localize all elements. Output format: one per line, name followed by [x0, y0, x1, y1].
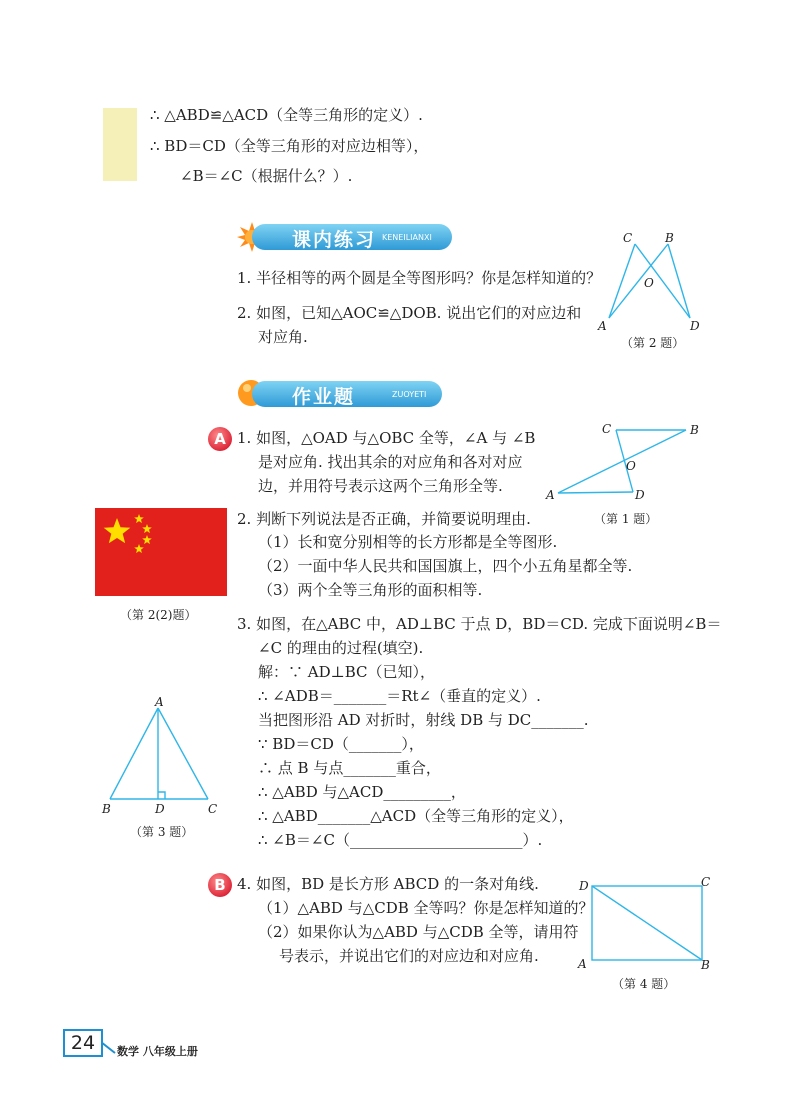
segment-bd: [668, 244, 690, 318]
page-number: 24: [63, 1029, 103, 1057]
corner-arrow-icon: [101, 1040, 117, 1054]
hw2-line2: （1）长和宽分别相等的长方形都是全等图形.: [258, 533, 558, 551]
label-a: A: [546, 488, 555, 502]
flag-field: [95, 508, 227, 596]
hw3-line7: ∴ 点 B 与点_______重合，: [258, 759, 441, 777]
hw1-line2: 是对应角. 找出其余的对应角和各对对应: [258, 453, 523, 471]
figure-hw-3: [98, 696, 228, 818]
hw3-line1: 3. 如图，在△ABC 中，AD⊥BC 于点 D，BD＝CD. 完成下面说明∠B＝: [237, 615, 722, 633]
figure-hw-1: [540, 418, 710, 508]
level-b-badge: B: [208, 873, 232, 897]
label-b: B: [701, 958, 710, 972]
book-title: 数学 八年级上册: [117, 1045, 198, 1058]
figure-hw-4: [570, 868, 720, 973]
label-c: C: [701, 875, 711, 889]
segment-ad: [558, 492, 633, 493]
label-c: C: [602, 422, 612, 436]
label-a: A: [155, 696, 164, 709]
caption-hw-1: （第 1 题）: [594, 512, 658, 526]
caption-hw-4: （第 4 题）: [612, 977, 676, 991]
practice-q1: 1. 半径相等的两个圆是全等图形吗？你是怎样知道的？: [237, 269, 602, 287]
segment-ba: [609, 244, 668, 318]
label-d: D: [579, 879, 589, 893]
segment-ba: [558, 430, 686, 493]
caption-practice-2: （第 2 题）: [621, 336, 685, 350]
hw4-line4: 号表示，并说出它们的对应边和对应角.: [279, 947, 539, 965]
practice-q2-line2: 对应角.: [258, 328, 308, 346]
label-a: A: [598, 319, 607, 333]
hw2-line4: （3）两个全等三角形的面积相等.: [258, 581, 483, 599]
label-d: D: [635, 488, 645, 502]
practice-q2-line1: 2. 如图，已知△AOC≌△DOB. 说出它们的对应边和: [237, 304, 582, 322]
practice-title: 课内练习: [292, 229, 377, 251]
hw3-line10: ∴ ∠B＝∠C（_______________________）.: [258, 831, 543, 849]
segment-ab: [110, 708, 158, 799]
hw2-line3: （2）一面中华人民共和国国旗上，四个小五角星都全等.: [258, 557, 633, 575]
hw4-line2: （1）△ABD 与△CDB 全等吗？你是怎样知道的？: [258, 899, 594, 917]
hw3-line5: 当把图形沿 AD 对折时，射线 DB 与 DC_______.: [258, 711, 589, 729]
homework-title: 作业题: [292, 386, 356, 408]
segment-ac: [158, 708, 208, 799]
hw3-line6: ∵ BD＝CD（_______），: [258, 735, 424, 753]
hw1-line1: 1. 如图，△OAD 与△OBC 全等，∠A 与 ∠B: [237, 429, 536, 447]
label-a: A: [578, 957, 587, 971]
homework-banner: [252, 381, 442, 407]
right-angle-mark: [158, 792, 165, 799]
hw3-line3: 解：∵ AD⊥BC（已知），: [258, 663, 436, 681]
segment-ca: [609, 244, 635, 318]
proof-line-3: ∠B＝∠C（根据什么？）.: [180, 167, 353, 185]
label-b: B: [102, 802, 111, 816]
practice-banner: [252, 224, 452, 250]
caption-flag: （第 2(2)题）: [120, 608, 197, 622]
label-o: O: [644, 276, 654, 290]
hw3-line9: ∴ △ABD_______△ACD（全等三角形的定义），: [258, 807, 574, 825]
diagonal-bd: [592, 886, 702, 960]
national-flag: [95, 508, 227, 596]
label-c: C: [623, 231, 633, 245]
proof-line-1: ∴ △ABD≌△ACD（全等三角形的定义）.: [150, 106, 423, 124]
label-b: B: [690, 423, 699, 437]
level-a-badge: A: [208, 427, 232, 451]
practice-subtitle: KENEILIANXI: [382, 233, 432, 242]
label-d: D: [690, 319, 700, 333]
hw3-line2: ∠C 的理由的过程(填空).: [258, 639, 424, 657]
figure-practice-2: [595, 228, 710, 338]
hw1-line3: 边，并用符号表示这两个三角形全等.: [258, 477, 503, 495]
hw4-line3: （2）如果你认为△ABD 与△CDB 全等，请用符: [258, 923, 579, 941]
label-o: O: [626, 459, 636, 473]
hw3-line4: ∴ ∠ADB＝_______＝Rt∠（垂直的定义）.: [258, 687, 541, 705]
label-c: C: [208, 802, 218, 816]
highlight-bar: [103, 108, 137, 181]
hw2-line1: 2. 判断下列说法是否正确，并简要说明理由.: [237, 510, 531, 528]
homework-subtitle: ZUOYETI: [392, 390, 427, 399]
label-b: B: [665, 231, 674, 245]
caption-hw-3: （第 3 题）: [130, 825, 194, 839]
proof-line-2: ∴ BD＝CD（全等三角形的对应边相等），: [150, 137, 429, 155]
hw4-line1: 4. 如图，BD 是长方形 ABCD 的一条对角线.: [237, 875, 539, 893]
label-d: D: [155, 802, 165, 816]
hw3-line8: ∴ △ABD 与△ACD_________，: [258, 783, 466, 801]
